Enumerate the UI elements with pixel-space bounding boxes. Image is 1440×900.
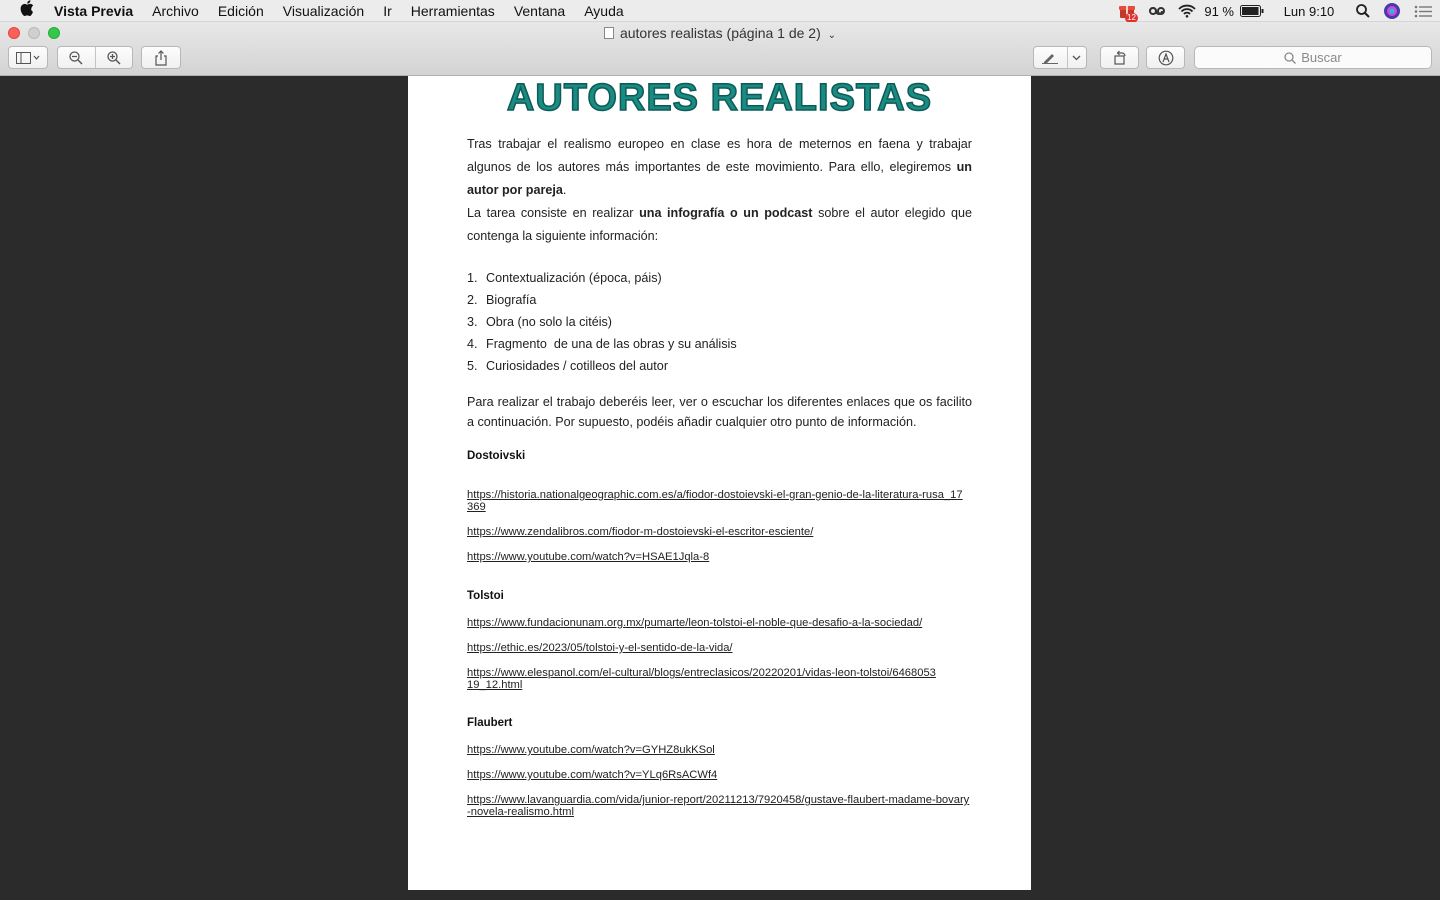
battery-percent: 91 % [1204,3,1234,19]
intro-paragraph-1 [467,133,972,202]
task-emphasis: una infografía o un podcast [639,206,813,220]
link-tolstoi-2[interactable]: https://ethic.es/2023/05/tolstoi-y-el-sentido-de-la-vida/ [467,642,733,654]
search-input[interactable] [1194,46,1432,69]
share-icon [154,50,168,66]
list-item: 2. Biografía [467,293,537,307]
window-toolbar [0,22,1440,76]
menu-herramientas[interactable]: Herramientas [410,2,495,19]
markup-controls [1033,46,1087,69]
link-dostoivski-1[interactable]: https://historia.nationalgeographic.com.es/a/fiodor-dostoievski-el-gran-genio-de-la-literatura-rusa_17369 [467,489,963,513]
intro-emphasis: un autor por pareja [467,160,972,197]
pdf-page [408,76,1031,890]
section-title-tolstoi: Tolstoi [467,590,504,602]
zoom-out-icon [69,51,83,65]
window-title-area[interactable] [0,25,1440,41]
clock[interactable]: Lun 9:10 [1283,3,1335,19]
rotate-icon [1112,50,1128,66]
link-flaubert-3[interactable]: https://www.lavanguardia.com/vida/junior-report/20211213/7920458/gustave-flaubert-madame-bovary-novela-realismo.html [467,794,970,818]
intro-text-end: . [562,183,567,197]
highlight-options-button[interactable] [1067,47,1086,68]
document-title: AUTORES REALISTAS [506,77,933,119]
task-text-end: sobre el autor elegido que contenga la siguiente información: [467,206,972,243]
menu-app-name[interactable]: Vista Previa [54,2,134,19]
menu-ayuda[interactable]: Ayuda [584,2,624,19]
list-item: 5. Curiosidades / cotilleos del autor [467,359,669,373]
list-item: 4. Fragmento de una de las obras y su análisis [467,337,737,351]
zoom-out-button[interactable] [58,47,95,68]
menu-visualizacion[interactable]: Visualización [282,2,365,19]
markup-toolbar-button[interactable] [1146,46,1185,69]
task-text: La tarea consiste en realizar [467,206,640,220]
sidebar-icon [16,52,40,64]
pen-circle-icon [1158,50,1174,66]
list-item: 1. Contextualización (época, páis) [467,271,662,285]
link-tolstoi-1[interactable]: https://www.fundacionunam.org.mx/pumarte/leon-tolstoi-el-noble-que-desafio-a-la-sociedad/ [467,617,923,629]
requirements-list [467,267,737,377]
wifi-icon[interactable] [1172,4,1202,18]
zoom-controls [57,46,133,69]
document-icon [604,27,614,39]
link-dostoivski-2[interactable]: https://www.zendalibros.com/fiodor-m-dostoievski-el-escritor-esciente/ [467,526,814,538]
menu-ir[interactable]: Ir [383,2,392,19]
list-item: 3. Obra (no solo la citéis) [467,315,612,329]
notification-app-icon[interactable] [1112,3,1142,22]
window-title: autores realistas (página 1 de 2) [619,25,821,41]
apple-menu-icon[interactable] [0,0,54,21]
outro-paragraph: Para realizar el trabajo deberéis leer, ver o escuchar los diferentes enlaces que os facilito a continuación. Por supuesto, podéis añadir cualquier otro punto de información. [467,395,972,429]
battery-icon[interactable] [1234,5,1270,17]
menu-archivo[interactable]: Archivo [152,2,199,19]
link-tolstoi-3[interactable]: https://www.elespanol.com/el-cultural/blogs/entreclasicos/20220201/vidas-leon-tolstoi/646805319_12.html [467,667,936,691]
menu-ventana[interactable]: Ventana [513,2,566,19]
link-flaubert-1[interactable]: https://www.youtube.com/watch?v=GYHZ8ukKSol [467,744,715,756]
section-title-flaubert: Flaubert [467,717,513,729]
search-placeholder: Buscar [1301,50,1342,65]
creative-cloud-icon[interactable] [1142,5,1172,17]
link-flaubert-2[interactable]: https://www.youtube.com/watch?v=YLq6RsACWf4 [467,769,718,781]
menu-bar [0,0,1440,22]
spotlight-search-icon[interactable] [1348,4,1378,18]
notification-center-icon[interactable] [1406,5,1440,18]
intro-text: Tras trabajar el realismo europeo en clase es hora de meternos en faena y trabajar algunos de los autores más importantes de este movimiento. Para ello, elegiremos [467,137,972,174]
section-title-dostoivski: Dostoivski [467,450,526,462]
rotate-button[interactable] [1100,46,1139,69]
sidebar-view-button[interactable] [8,46,48,69]
chevron-down-icon [1072,55,1081,61]
zoom-in-icon [107,51,121,65]
highlight-button[interactable] [1034,47,1067,68]
siri-icon[interactable] [1378,3,1406,19]
chevron-down-icon: ⌄ [827,30,837,41]
share-button[interactable] [141,46,181,69]
search-icon [1284,52,1296,64]
zoom-in-button[interactable] [95,47,132,68]
notification-badge: 12 [1127,13,1136,22]
intro-paragraph-2 [467,202,972,248]
highlighter-icon [1042,52,1058,64]
link-dostoivski-3[interactable]: https://www.youtube.com/watch?v=HSAE1Jqla-8 [467,551,710,563]
menu-edicion[interactable]: Edición [217,2,264,19]
